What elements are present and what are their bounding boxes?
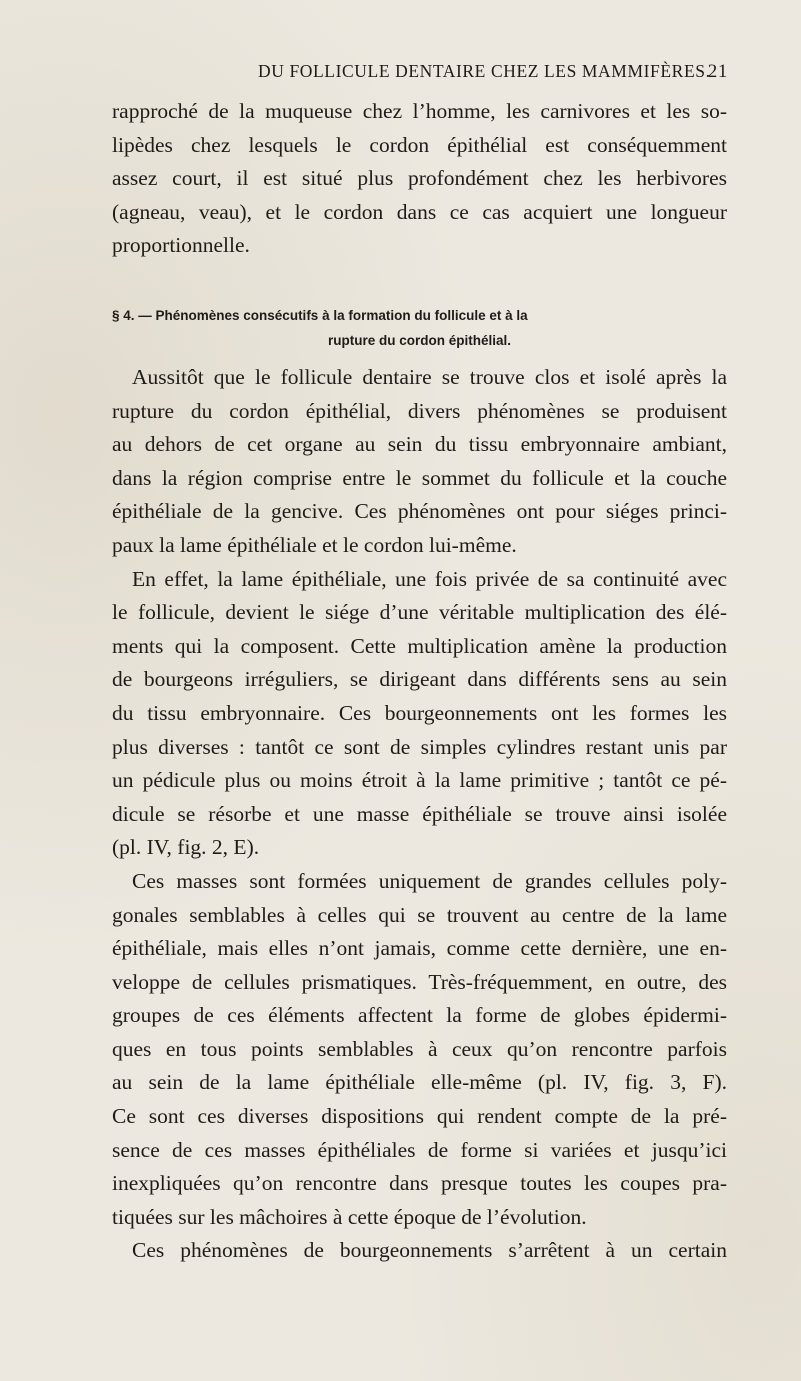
text-line: proportionnelle. bbox=[112, 233, 250, 258]
text-line: ques en tous points semblables à ceux qu’on rencontre parfois bbox=[112, 1036, 727, 1061]
section-heading-line: § 4. — Phénomènes consécutifs à la formation du follicule et à la bbox=[112, 308, 528, 323]
text-line: veloppe de cellules prismatiques. Très-fréquemment, en outre, des bbox=[112, 969, 727, 994]
text-line: le follicule, devient le siége d’une véritable multiplication des élé- bbox=[112, 600, 727, 625]
text-line: rupture du cordon épithélial, divers phénomènes se produisent bbox=[112, 398, 727, 423]
text-line: sence de ces masses épithéliales de forme si variées et jusqu’ici bbox=[112, 1137, 727, 1162]
text-line: lipèdes chez lesquels le cordon épithélial est conséquemment bbox=[112, 132, 727, 157]
text-line: paux la lame épithéliale et le cordon lui-même. bbox=[112, 532, 517, 557]
page-number: 21 bbox=[707, 61, 728, 82]
text-line: un pédicule plus ou moins étroit à la lame primitive ; tantôt ce pé- bbox=[112, 768, 727, 793]
text-line: (pl. IV, fig. 2, E). bbox=[112, 835, 260, 860]
text-line: gonales semblables à celles qui se trouvent au centre de la lame bbox=[112, 902, 727, 927]
text-line: au sein de la lame épithéliale elle-même (pl. IV, fig. 3, F). bbox=[112, 1070, 727, 1095]
text-line: dans la région comprise entre le sommet du follicule et la couche bbox=[112, 465, 727, 490]
text-line: au dehors de cet organe au sein du tissu embryonnaire ambiant, bbox=[112, 432, 727, 457]
paragraph-continuation bbox=[112, 95, 727, 263]
text-line: rapproché de la muqueuse chez l’homme, les carnivores et les so- bbox=[112, 99, 727, 123]
text-line: Ces masses sont formées uniquement de grandes cellules poly- bbox=[132, 868, 727, 893]
text-line: ments qui la composent. Cette multiplication amène la production bbox=[112, 633, 727, 658]
text-line: tiquées sur les mâchoires à cette époque de l’évolution. bbox=[112, 1204, 587, 1229]
section-heading bbox=[112, 303, 727, 353]
text-line: En effet, la lame épithéliale, une fois privée de sa continuité avec bbox=[132, 566, 727, 591]
section-heading-line: rupture du cordon épithélial. bbox=[327, 333, 511, 348]
running-head-title: DU FOLLICULE DENTAIRE CHEZ LES MAMMIFÈRES. bbox=[258, 61, 711, 81]
text-line: plus diverses : tantôt ce sont de simples cylindres restant unis par bbox=[112, 734, 727, 759]
text-line: inexpliquées qu’on rencontre dans presque toutes les coupes pra- bbox=[112, 1171, 727, 1196]
text-line: Ces phénomènes de bourgeonnements s’arrêtent à un certain bbox=[132, 1238, 727, 1263]
text-line: de bourgeons irréguliers, se dirigeant dans différents sens au sein bbox=[112, 667, 727, 692]
text-line: dicule se résorbe et une masse épithéliale se trouve ainsi isolée bbox=[112, 801, 727, 826]
text-line: Ce sont ces diverses dispositions qui rendent compte de la pré- bbox=[112, 1104, 727, 1129]
text-line: épithéliale de la gencive. Ces phénomènes ont pour siéges princi- bbox=[112, 499, 727, 524]
text-line: assez court, il est situé plus profondément chez les herbivores bbox=[112, 166, 727, 191]
text-line: Aussitôt que le follicule dentaire se trouve clos et isolé après la bbox=[132, 365, 727, 389]
text-line: groupes de ces éléments affectent la forme de globes épidermi- bbox=[112, 1003, 727, 1028]
text-line: épithéliale, mais elles n’ont jamais, comme cette dernière, une en- bbox=[112, 936, 727, 961]
text-line: du tissu embryonnaire. Ces bourgeonnements ont les formes les bbox=[112, 700, 727, 725]
text-line: (agneau, veau), et le cordon dans ce cas acquiert une longueur bbox=[112, 199, 727, 224]
section-body bbox=[112, 361, 727, 1268]
running-head bbox=[258, 61, 728, 87]
